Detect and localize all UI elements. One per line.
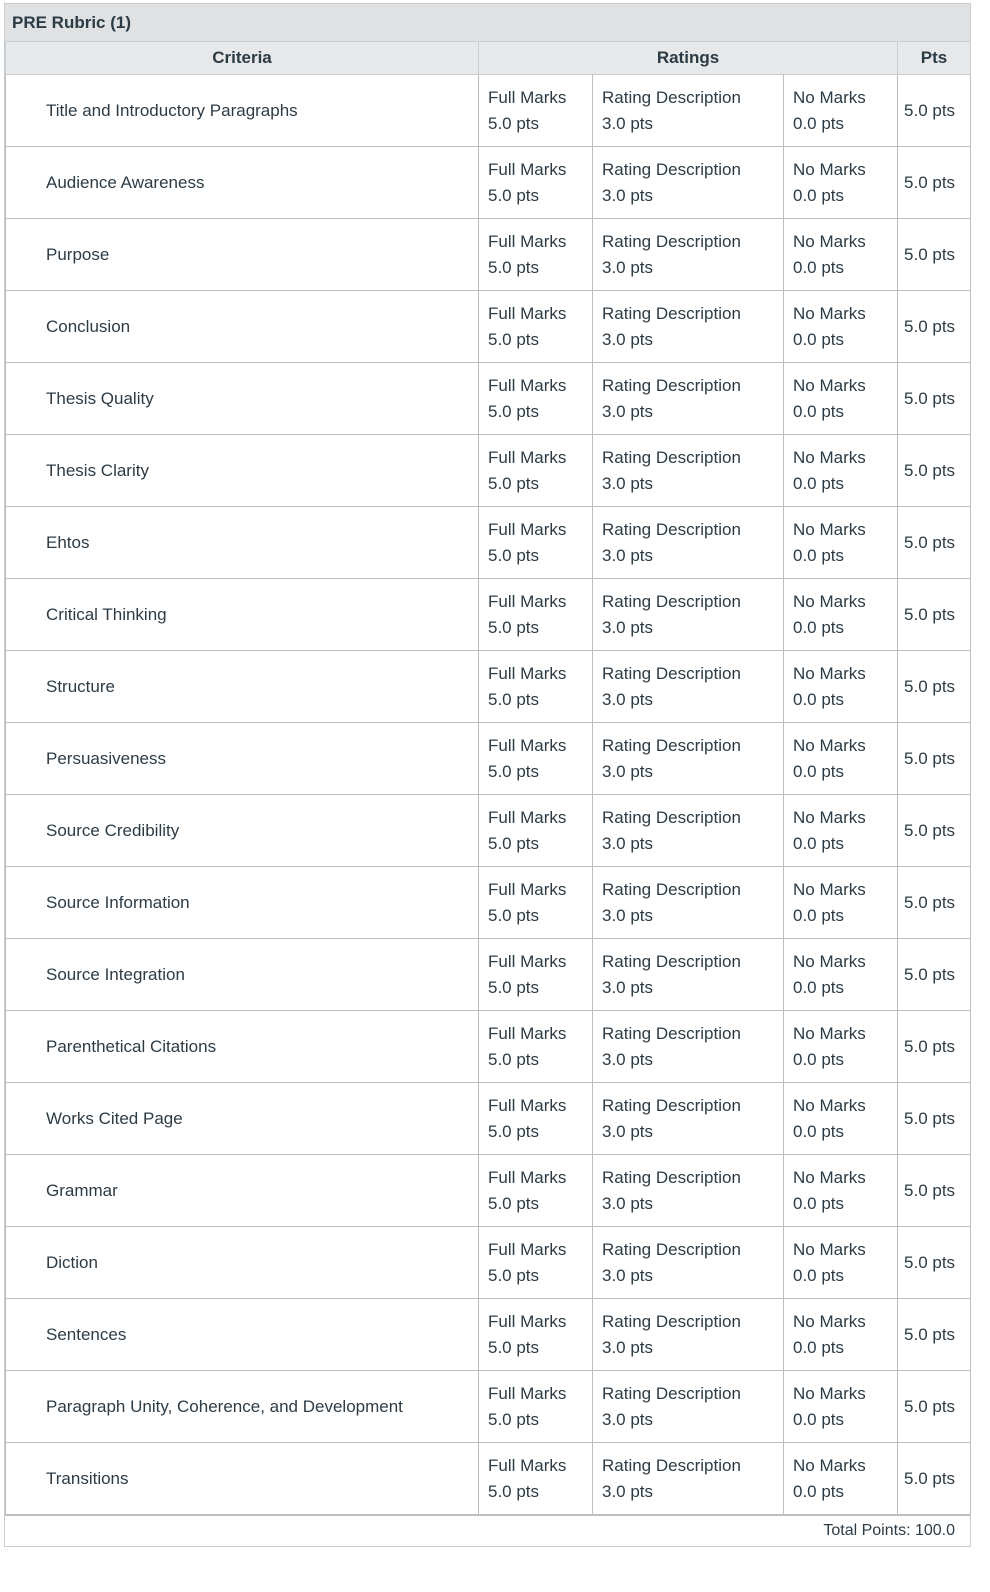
rating-cell (784, 507, 898, 579)
criterion-name: Title and Introductory Paragraphs (6, 75, 479, 147)
rating-cell (784, 1227, 898, 1299)
rating-label: No Marks (793, 1312, 866, 1331)
rating-points: 0.0 pts (793, 114, 845, 133)
rating-cell (593, 75, 784, 147)
rating-label: No Marks (793, 952, 866, 971)
rating-label: Rating Description (602, 592, 741, 611)
criterion-points: 5.0 pts (898, 507, 971, 579)
rubric-body (6, 75, 971, 1515)
rating-points: 5.0 pts (488, 1122, 540, 1141)
rating-label: No Marks (793, 448, 866, 467)
rating-label: Full Marks (488, 808, 567, 827)
rating-cell (593, 1443, 784, 1515)
rating-cell (479, 939, 593, 1011)
rating-points: 5.0 pts (488, 330, 540, 349)
rating-cell (784, 75, 898, 147)
rating-cell (593, 147, 784, 219)
rating-points: 0.0 pts (793, 186, 845, 205)
rating-label: Rating Description (602, 952, 741, 971)
rating-cell (784, 795, 898, 867)
criterion-row (6, 1371, 971, 1443)
criterion-points: 5.0 pts (898, 1299, 971, 1371)
rating-points: 5.0 pts (488, 1050, 540, 1069)
criterion-name: Ehtos (6, 507, 479, 579)
rating-label: No Marks (793, 736, 866, 755)
criterion-name: Source Integration (6, 939, 479, 1011)
rating-points: 5.0 pts (488, 690, 540, 709)
rating-points: 0.0 pts (793, 1122, 845, 1141)
criterion-name: Source Information (6, 867, 479, 939)
rating-points: 3.0 pts (602, 474, 654, 493)
criterion-name: Critical Thinking (6, 579, 479, 651)
rating-points: 5.0 pts (488, 1266, 540, 1285)
criterion-points: 5.0 pts (898, 939, 971, 1011)
rating-cell (479, 1371, 593, 1443)
rating-points: 0.0 pts (793, 546, 845, 565)
rating-label: Rating Description (602, 1096, 741, 1115)
criterion-name: Source Credibility (6, 795, 479, 867)
rating-cell (593, 363, 784, 435)
criterion-name: Transitions (6, 1443, 479, 1515)
rating-points: 5.0 pts (488, 546, 540, 565)
rating-points: 0.0 pts (793, 1410, 845, 1429)
rating-points: 5.0 pts (488, 474, 540, 493)
rating-points: 3.0 pts (602, 618, 654, 637)
rating-cell (479, 363, 593, 435)
rating-label: Full Marks (488, 232, 567, 251)
rating-cell (593, 723, 784, 795)
rating-cell (784, 867, 898, 939)
rating-cell (593, 867, 784, 939)
rating-cell (593, 219, 784, 291)
rating-points: 3.0 pts (602, 690, 654, 709)
criterion-points: 5.0 pts (898, 723, 971, 795)
rating-points: 0.0 pts (793, 402, 845, 421)
rating-cell (479, 435, 593, 507)
criterion-row (6, 579, 971, 651)
criterion-name: Parenthetical Citations (6, 1011, 479, 1083)
rating-label: No Marks (793, 1456, 866, 1475)
rating-label: Rating Description (602, 880, 741, 899)
rating-points: 0.0 pts (793, 762, 845, 781)
rating-label: Rating Description (602, 376, 741, 395)
rating-points: 0.0 pts (793, 1194, 845, 1213)
rating-cell (784, 1371, 898, 1443)
rating-label: Full Marks (488, 880, 567, 899)
rating-points: 3.0 pts (602, 762, 654, 781)
rating-cell (593, 939, 784, 1011)
rating-points: 5.0 pts (488, 114, 540, 133)
rubric-table (5, 42, 971, 1515)
criterion-row (6, 1083, 971, 1155)
rating-points: 3.0 pts (602, 546, 654, 565)
criterion-row (6, 723, 971, 795)
criterion-points: 5.0 pts (898, 147, 971, 219)
rating-label: Full Marks (488, 376, 567, 395)
rating-label: Rating Description (602, 304, 741, 323)
rating-label: Full Marks (488, 1384, 567, 1403)
criteria-header: Criteria (6, 42, 479, 75)
criterion-row (6, 795, 971, 867)
rating-cell (593, 1227, 784, 1299)
rating-points: 5.0 pts (488, 1482, 540, 1501)
rating-label: Full Marks (488, 1312, 567, 1331)
rating-points: 0.0 pts (793, 690, 845, 709)
criterion-points: 5.0 pts (898, 1443, 971, 1515)
criterion-row (6, 1443, 971, 1515)
rating-cell (479, 1011, 593, 1083)
rating-points: 0.0 pts (793, 258, 845, 277)
rating-cell (784, 1011, 898, 1083)
rating-points: 5.0 pts (488, 978, 540, 997)
rating-label: Full Marks (488, 160, 567, 179)
rating-cell (479, 723, 593, 795)
rating-points: 5.0 pts (488, 402, 540, 421)
rating-label: Rating Description (602, 1456, 741, 1475)
criterion-name: Structure (6, 651, 479, 723)
rating-cell (593, 1011, 784, 1083)
rating-label: Full Marks (488, 592, 567, 611)
rating-points: 5.0 pts (488, 1194, 540, 1213)
rubric-title: PRE Rubric (1) (5, 4, 970, 42)
rating-cell (784, 147, 898, 219)
rating-cell (479, 1227, 593, 1299)
rating-cell (593, 1083, 784, 1155)
rating-cell (784, 579, 898, 651)
rating-label: Full Marks (488, 952, 567, 971)
rating-label: Rating Description (602, 1384, 741, 1403)
rating-points: 3.0 pts (602, 834, 654, 853)
criterion-row (6, 651, 971, 723)
rating-cell (784, 939, 898, 1011)
rating-label: No Marks (793, 808, 866, 827)
rating-cell (479, 75, 593, 147)
criterion-name: Sentences (6, 1299, 479, 1371)
rating-cell (479, 219, 593, 291)
criterion-points: 5.0 pts (898, 579, 971, 651)
criterion-name: Audience Awareness (6, 147, 479, 219)
rating-label: No Marks (793, 376, 866, 395)
rating-label: Full Marks (488, 1168, 567, 1187)
rating-points: 3.0 pts (602, 906, 654, 925)
rating-label: Rating Description (602, 88, 741, 107)
rating-points: 0.0 pts (793, 834, 845, 853)
pts-header: Pts (898, 42, 971, 75)
criterion-name: Thesis Clarity (6, 435, 479, 507)
rating-label: No Marks (793, 520, 866, 539)
rating-label: No Marks (793, 1240, 866, 1259)
rating-cell (784, 651, 898, 723)
criterion-points: 5.0 pts (898, 795, 971, 867)
rating-label: No Marks (793, 160, 866, 179)
rating-cell (593, 1155, 784, 1227)
criterion-points: 5.0 pts (898, 1371, 971, 1443)
rating-points: 3.0 pts (602, 1410, 654, 1429)
rating-cell (479, 147, 593, 219)
criterion-points: 5.0 pts (898, 219, 971, 291)
criterion-row (6, 1011, 971, 1083)
criterion-points: 5.0 pts (898, 1011, 971, 1083)
criterion-row (6, 435, 971, 507)
rating-label: No Marks (793, 304, 866, 323)
rating-points: 5.0 pts (488, 186, 540, 205)
rating-label: Rating Description (602, 448, 741, 467)
rating-points: 3.0 pts (602, 1194, 654, 1213)
criterion-name: Works Cited Page (6, 1083, 479, 1155)
criterion-row (6, 291, 971, 363)
rating-points: 5.0 pts (488, 1338, 540, 1357)
rating-cell (593, 291, 784, 363)
rating-points: 0.0 pts (793, 474, 845, 493)
rating-points: 3.0 pts (602, 1122, 654, 1141)
criterion-row (6, 1227, 971, 1299)
rating-label: Rating Description (602, 160, 741, 179)
criterion-name: Conclusion (6, 291, 479, 363)
rating-cell (479, 579, 593, 651)
rating-points: 0.0 pts (793, 978, 845, 997)
criterion-name: Paragraph Unity, Coherence, and Development (6, 1371, 479, 1443)
criterion-points: 5.0 pts (898, 75, 971, 147)
rating-label: Rating Description (602, 1312, 741, 1331)
rating-label: Full Marks (488, 1024, 567, 1043)
criterion-row (6, 1155, 971, 1227)
rating-points: 0.0 pts (793, 1266, 845, 1285)
rating-label: No Marks (793, 1384, 866, 1403)
rating-points: 3.0 pts (602, 258, 654, 277)
total-points: Total Points: 100.0 (5, 1515, 970, 1546)
rubric-table-container (4, 3, 971, 1547)
rating-points: 5.0 pts (488, 618, 540, 637)
rating-label: Full Marks (488, 88, 567, 107)
ratings-header: Ratings (479, 42, 898, 75)
rating-points: 0.0 pts (793, 1050, 845, 1069)
rating-cell (479, 1155, 593, 1227)
rating-points: 5.0 pts (488, 1410, 540, 1429)
criterion-row (6, 219, 971, 291)
criterion-row (6, 75, 971, 147)
criterion-name: Grammar (6, 1155, 479, 1227)
rating-cell (479, 291, 593, 363)
rating-label: Full Marks (488, 1096, 567, 1115)
rating-label: No Marks (793, 592, 866, 611)
rating-cell (784, 435, 898, 507)
rating-label: Full Marks (488, 520, 567, 539)
criterion-row (6, 867, 971, 939)
rating-points: 3.0 pts (602, 402, 654, 421)
rating-points: 0.0 pts (793, 906, 845, 925)
criterion-name: Purpose (6, 219, 479, 291)
rating-label: No Marks (793, 880, 866, 899)
rating-cell (479, 1443, 593, 1515)
criterion-row (6, 363, 971, 435)
rating-points: 3.0 pts (602, 186, 654, 205)
rating-label: No Marks (793, 232, 866, 251)
rating-label: Full Marks (488, 448, 567, 467)
rating-points: 0.0 pts (793, 1338, 845, 1357)
rating-label: Full Marks (488, 1240, 567, 1259)
rating-cell (479, 507, 593, 579)
rating-label: No Marks (793, 1024, 866, 1043)
rating-cell (784, 723, 898, 795)
rating-label: Rating Description (602, 1240, 741, 1259)
rating-label: Rating Description (602, 1024, 741, 1043)
rating-label: Rating Description (602, 520, 741, 539)
rating-cell (784, 1443, 898, 1515)
rating-label: No Marks (793, 664, 866, 683)
rating-cell (784, 291, 898, 363)
criterion-points: 5.0 pts (898, 435, 971, 507)
criterion-points: 5.0 pts (898, 363, 971, 435)
criterion-points: 5.0 pts (898, 1155, 971, 1227)
rating-points: 5.0 pts (488, 258, 540, 277)
rating-cell (784, 1155, 898, 1227)
criterion-name: Thesis Quality (6, 363, 479, 435)
rating-points: 3.0 pts (602, 1050, 654, 1069)
rating-label: No Marks (793, 88, 866, 107)
rating-cell (593, 1299, 784, 1371)
rating-label: Full Marks (488, 664, 567, 683)
criterion-points: 5.0 pts (898, 1083, 971, 1155)
criterion-name: Persuasiveness (6, 723, 479, 795)
rating-cell (593, 507, 784, 579)
rating-label: Rating Description (602, 736, 741, 755)
rating-cell (593, 1371, 784, 1443)
rating-label: No Marks (793, 1096, 866, 1115)
rating-label: Full Marks (488, 304, 567, 323)
criterion-row (6, 147, 971, 219)
rating-cell (593, 435, 784, 507)
rating-label: Rating Description (602, 232, 741, 251)
rating-cell (784, 363, 898, 435)
criterion-points: 5.0 pts (898, 651, 971, 723)
rating-cell (593, 579, 784, 651)
criterion-row (6, 1299, 971, 1371)
rating-points: 5.0 pts (488, 762, 540, 781)
rating-label: Rating Description (602, 664, 741, 683)
criterion-name: Diction (6, 1227, 479, 1299)
rating-cell (784, 1299, 898, 1371)
rating-points: 3.0 pts (602, 330, 654, 349)
criterion-points: 5.0 pts (898, 867, 971, 939)
rating-cell (593, 795, 784, 867)
criterion-points: 5.0 pts (898, 1227, 971, 1299)
rating-points: 3.0 pts (602, 978, 654, 997)
rating-cell (784, 219, 898, 291)
rating-cell (479, 867, 593, 939)
rating-cell (593, 651, 784, 723)
rubric-header-row (6, 42, 971, 75)
rating-label: Full Marks (488, 1456, 567, 1475)
rating-points: 5.0 pts (488, 906, 540, 925)
rating-points: 3.0 pts (602, 1338, 654, 1357)
rating-label: Rating Description (602, 808, 741, 827)
rating-label: Full Marks (488, 736, 567, 755)
rating-cell (479, 1299, 593, 1371)
rating-points: 0.0 pts (793, 618, 845, 637)
rating-points: 3.0 pts (602, 1266, 654, 1285)
criterion-row (6, 507, 971, 579)
criterion-points: 5.0 pts (898, 291, 971, 363)
rating-cell (479, 795, 593, 867)
rating-cell (784, 1083, 898, 1155)
rating-points: 0.0 pts (793, 1482, 845, 1501)
rating-points: 3.0 pts (602, 1482, 654, 1501)
rating-label: No Marks (793, 1168, 866, 1187)
rating-cell (479, 651, 593, 723)
rating-label: Rating Description (602, 1168, 741, 1187)
rating-points: 0.0 pts (793, 330, 845, 349)
rating-points: 5.0 pts (488, 834, 540, 853)
rating-points: 3.0 pts (602, 114, 654, 133)
criterion-row (6, 939, 971, 1011)
rating-cell (479, 1083, 593, 1155)
